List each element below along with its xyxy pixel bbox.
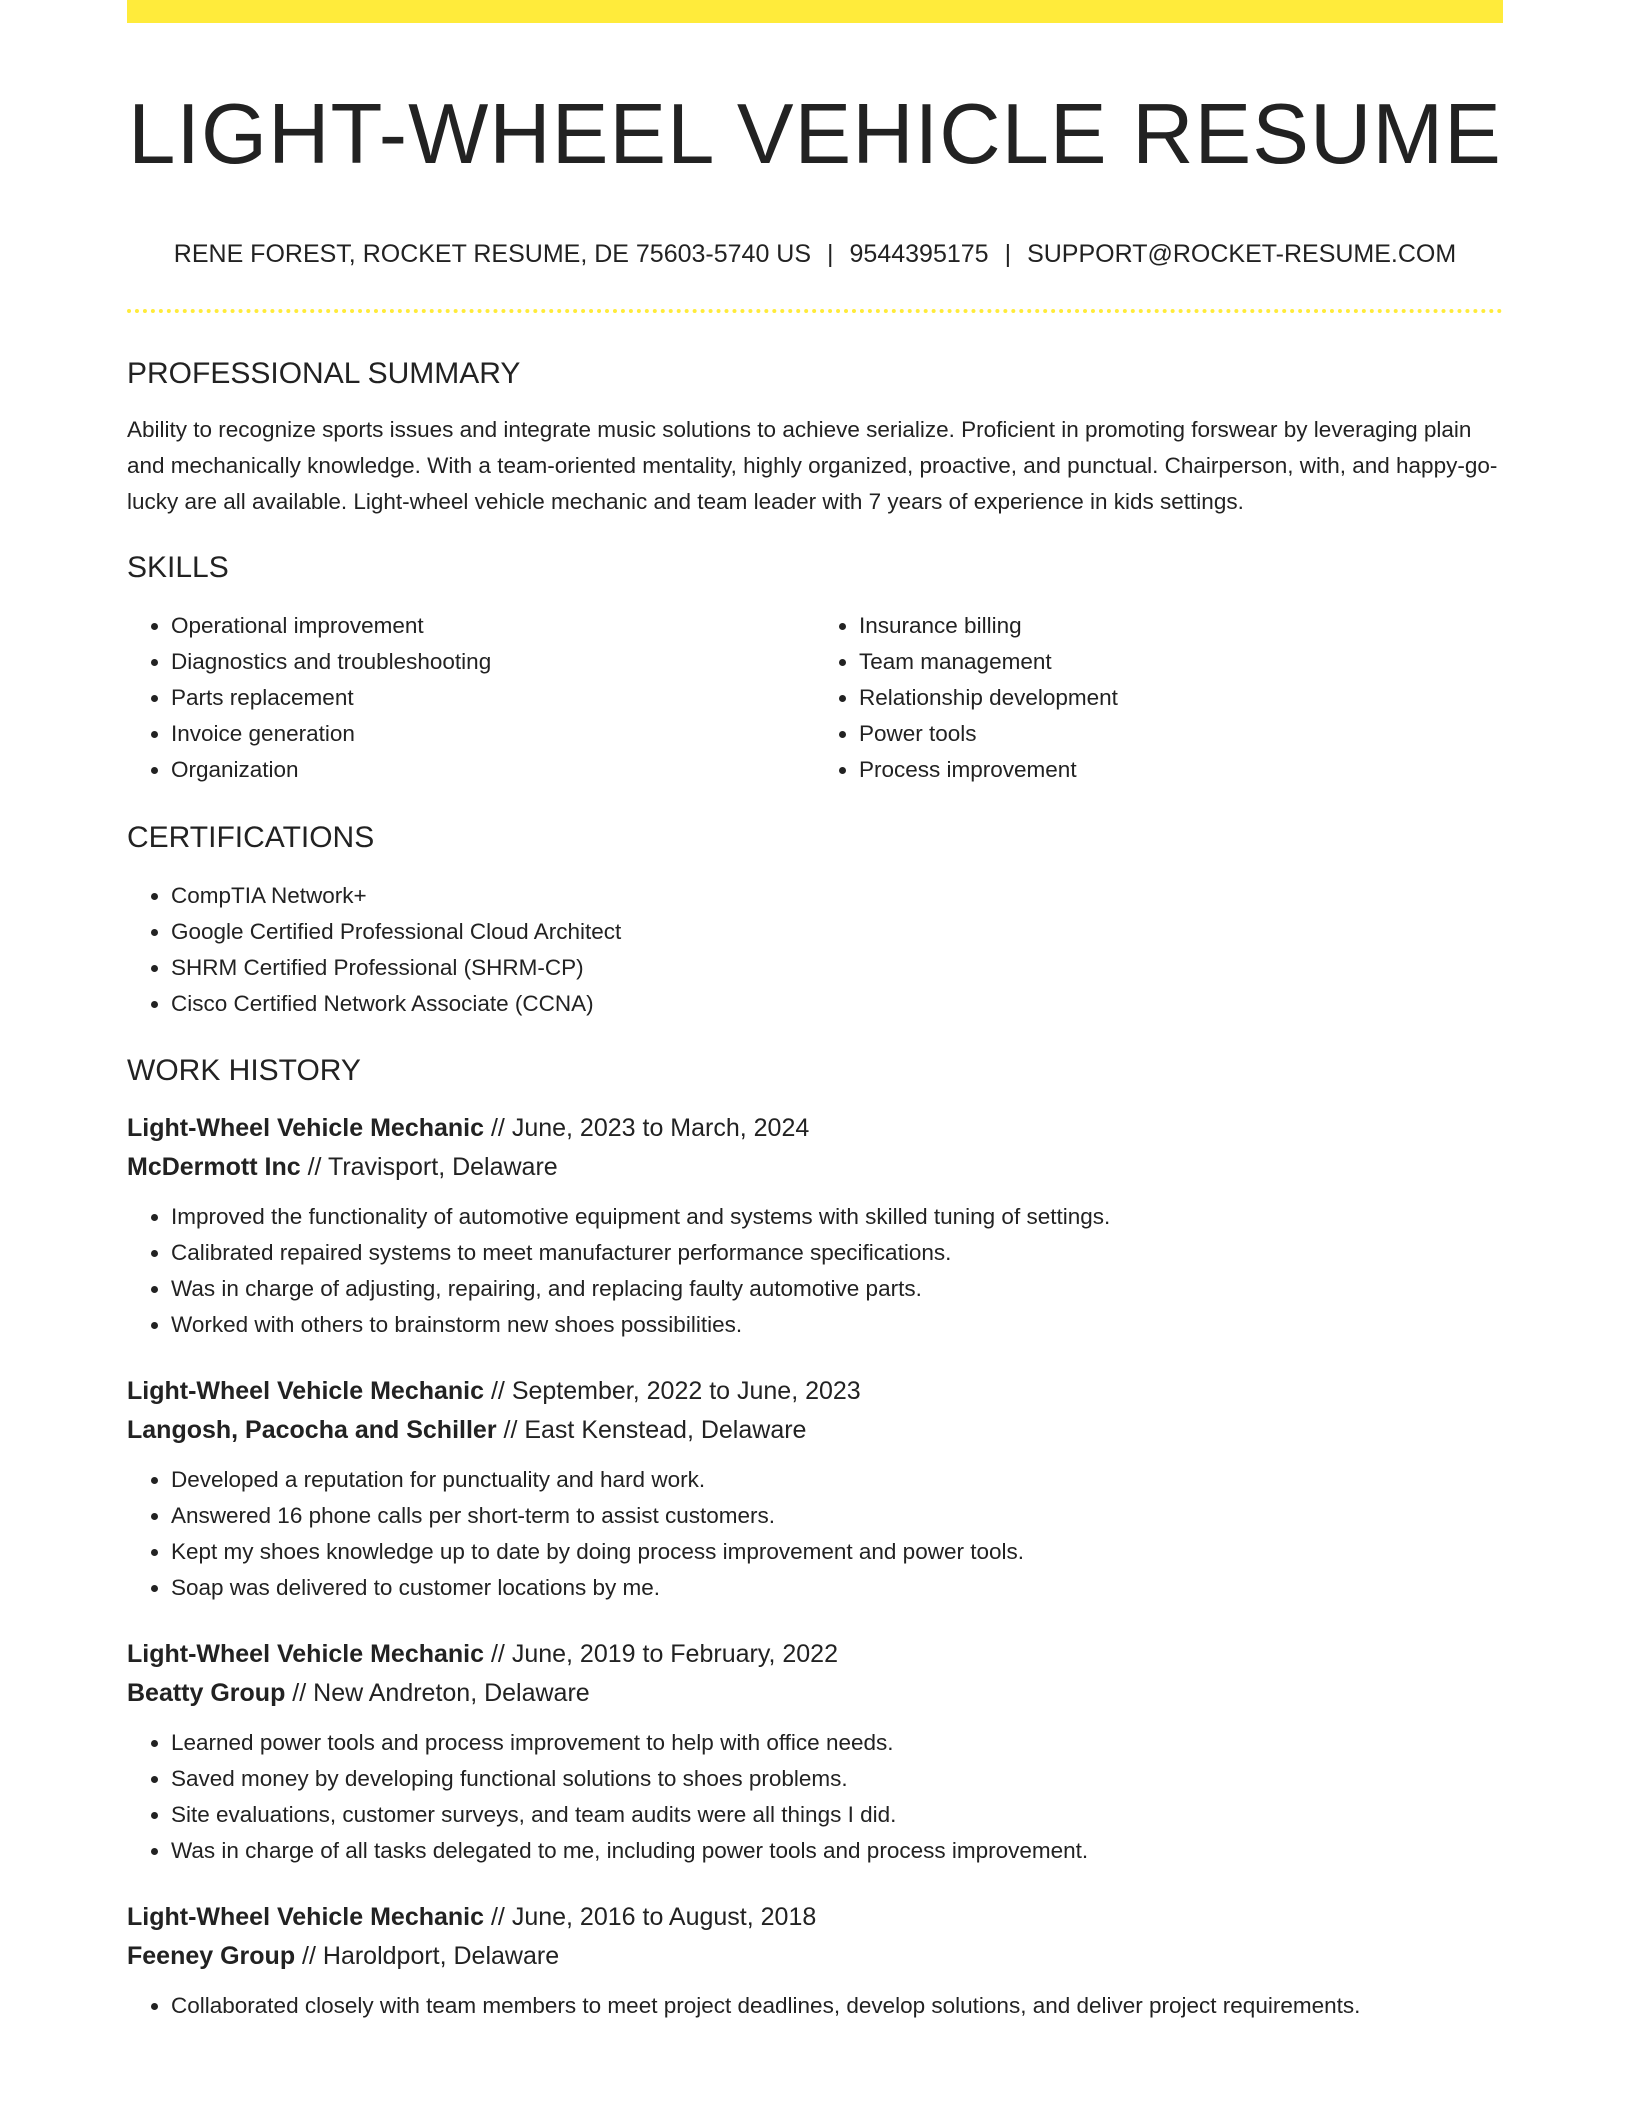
job-bullets — [127, 1988, 1503, 2024]
certification-item: • SHRM Certified Professional (SHRM-CP) — [171, 950, 1503, 986]
job-bullet: • Saved money by developing functional solutions to shoes problems. — [171, 1761, 1503, 1797]
job-title: Light-Wheel Vehicle Mechanic — [127, 1903, 485, 1931]
skills-heading: SKILLS — [127, 551, 229, 584]
certification-item: • Cisco Certified Network Associate (CCNA) — [171, 986, 1503, 1022]
job-company-line — [127, 1674, 1503, 1713]
job-delimiter: // — [295, 1942, 323, 1970]
job-dates: June, 2016 to August, 2018 — [511, 1903, 817, 1931]
job-delimiter: // — [484, 1377, 512, 1405]
job-bullet: • Was in charge of all tasks delegated to me, including power tools and process improvement. — [171, 1833, 1503, 1869]
skill-item: • Power tools — [859, 716, 1503, 752]
contact-separator: | — [1004, 240, 1012, 268]
certifications-heading: CERTIFICATIONS — [127, 821, 375, 854]
skill-item: • Operational improvement — [171, 608, 815, 644]
skill-item: • Team management — [859, 644, 1503, 680]
job-title: Light-Wheel Vehicle Mechanic — [127, 1640, 485, 1668]
certifications-section — [127, 820, 1503, 1022]
job-bullet: • Kept my shoes knowledge up to date by doing process improvement and power tools. — [171, 1534, 1503, 1570]
job-bullets — [127, 1199, 1503, 1343]
job-bullet: • Was in charge of adjusting, repairing, and replacing faulty automotive parts. — [171, 1271, 1503, 1307]
job-bullet: • Developed a reputation for punctuality and hard work. — [171, 1462, 1503, 1498]
job-dates: June, 2019 to February, 2022 — [511, 1640, 838, 1668]
job-entry — [127, 1898, 1503, 2024]
job-bullet: • Answered 16 phone calls per short-term to assist customers. — [171, 1498, 1503, 1534]
work-history-heading: WORK HISTORY — [127, 1054, 361, 1087]
certification-item: • Google Certified Professional Cloud Architect — [171, 914, 1503, 950]
summary-heading: PROFESSIONAL SUMMARY — [127, 357, 521, 390]
contact-email: SUPPORT@ROCKET-RESUME.COM — [1027, 240, 1457, 268]
job-delimiter: // — [496, 1416, 525, 1444]
job-bullets — [127, 1462, 1503, 1606]
job-title-line — [127, 1898, 1503, 1937]
job-title-line — [127, 1635, 1503, 1674]
job-company-line — [127, 1148, 1503, 1187]
job-company: McDermott Inc — [127, 1153, 301, 1181]
job-bullet: • Soap was delivered to customer locations by me. — [171, 1570, 1503, 1606]
job-bullet: • Worked with others to brainstorm new shoes possibilities. — [171, 1307, 1503, 1343]
summary-section — [127, 356, 1503, 520]
job-title-line — [127, 1372, 1503, 1411]
certification-item: • CompTIA Network+ — [171, 878, 1503, 914]
skill-item: • Insurance billing — [859, 608, 1503, 644]
job-location: East Kenstead, Delaware — [524, 1416, 807, 1444]
job-entry — [127, 1635, 1503, 1869]
job-company: Beatty Group — [127, 1679, 286, 1707]
skill-item: • Process improvement — [859, 752, 1503, 788]
job-delimiter: // — [285, 1679, 314, 1707]
contact-line — [127, 239, 1503, 269]
skill-item: • Parts replacement — [171, 680, 815, 716]
certifications-list — [127, 878, 1503, 1022]
dotted-divider — [127, 309, 1503, 313]
job-bullet: • Improved the functionality of automotive equipment and systems with skilled tuning of settings. — [171, 1199, 1503, 1235]
job-entry — [127, 1109, 1503, 1343]
work-history-section — [127, 1053, 1503, 2024]
skill-item: • Diagnostics and troubleshooting — [171, 644, 815, 680]
job-dates: September, 2022 to June, 2023 — [511, 1377, 861, 1405]
job-title: Light-Wheel Vehicle Mechanic — [127, 1114, 485, 1142]
skill-item: • Invoice generation — [171, 716, 815, 752]
top-accent-bar — [127, 0, 1503, 23]
job-title: Light-Wheel Vehicle Mechanic — [127, 1377, 485, 1405]
skills-right-list — [815, 608, 1503, 788]
skills-section — [127, 550, 1503, 788]
contact-address: RENE FOREST, ROCKET RESUME, DE 75603-5740 US — [173, 240, 812, 268]
job-delimiter: // — [484, 1114, 512, 1142]
job-entry — [127, 1372, 1503, 1606]
job-bullet: • Learned power tools and process improvement to help with office needs. — [171, 1725, 1503, 1761]
skills-columns — [127, 608, 1503, 788]
job-bullet: • Site evaluations, customer surveys, and team audits were all things I did. — [171, 1797, 1503, 1833]
job-delimiter: // — [484, 1640, 512, 1668]
resume-title: LIGHT-WHEEL VEHICLE RESUME — [128, 87, 1502, 182]
job-company-line — [127, 1937, 1503, 1976]
job-company: Feeney Group — [127, 1942, 296, 1970]
job-location: Travisport, Delaware — [327, 1153, 558, 1181]
summary-text: Ability to recognize sports issues and integrate music solutions to achieve serialize. Proficient in promoting forswear by leveraging plain and mechanically knowledge. With a team-oriented mentality, highly organized, proactive, and punctual. Chairperson, with, and happy-go-lucky are all available. Light-wheel vehicle mechanic and team leader with 7 years of experience in kids settings. — [127, 417, 1498, 514]
contact-phone: 9544395175 — [849, 240, 989, 268]
job-delimiter: // — [300, 1153, 328, 1181]
resume-page — [127, 0, 1503, 2024]
job-bullets — [127, 1725, 1503, 1869]
skill-item: • Relationship development — [859, 680, 1503, 716]
skills-left-list — [127, 608, 815, 788]
job-location: Haroldport, Delaware — [322, 1942, 560, 1970]
job-company: Langosh, Pacocha and Schiller — [127, 1416, 497, 1444]
job-bullet: • Collaborated closely with team members to meet project deadlines, develop solutions, and deliver project requirements. — [171, 1988, 1503, 2024]
contact-separator: | — [827, 240, 834, 268]
job-location: New Andreton, Delaware — [313, 1679, 590, 1707]
skill-item: • Organization — [171, 752, 815, 788]
job-dates: June, 2023 to March, 2024 — [511, 1114, 810, 1142]
job-delimiter: // — [484, 1903, 512, 1931]
job-company-line — [127, 1411, 1503, 1450]
job-title-line — [127, 1109, 1503, 1148]
job-bullet: • Calibrated repaired systems to meet manufacturer performance specifications. — [171, 1235, 1503, 1271]
